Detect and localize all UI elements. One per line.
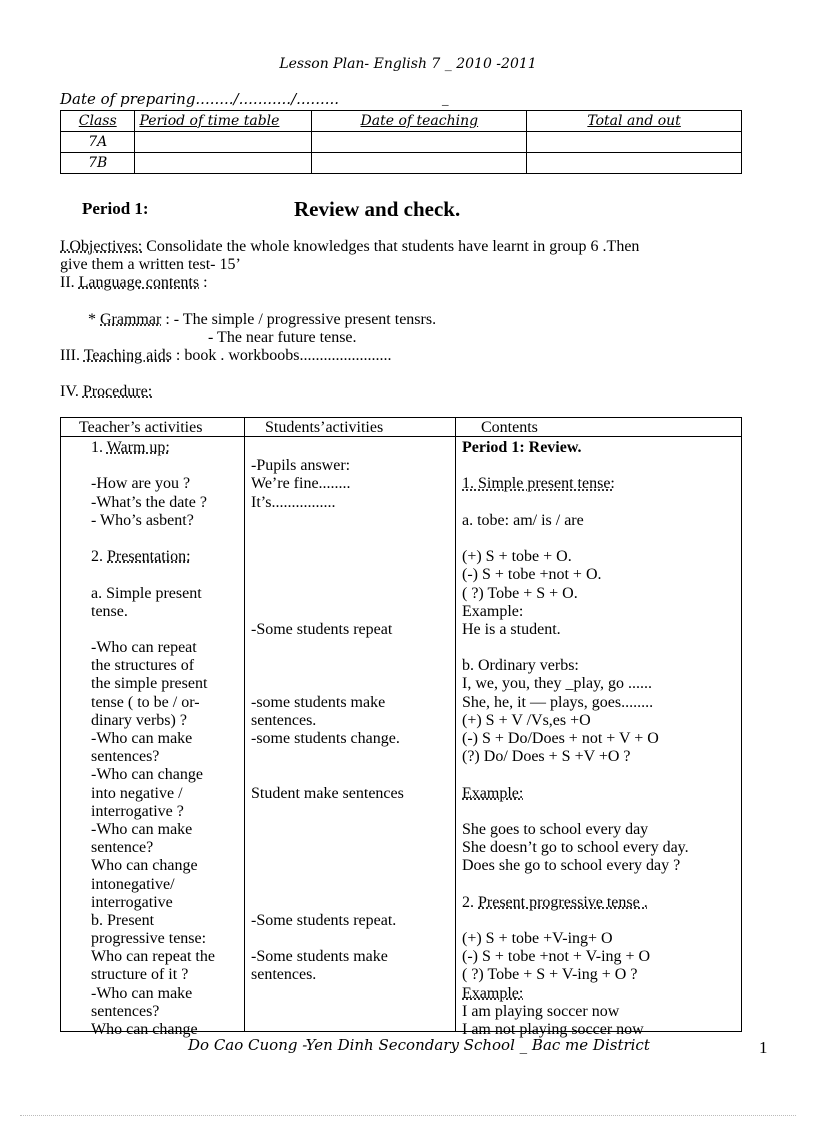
teacher-line <box>91 930 215 948</box>
student-line-text: -Some students make <box>251 948 388 966</box>
teacher-line-text: progressive tense: <box>91 930 207 948</box>
teacher-line-text: -Who can repeat <box>91 639 197 657</box>
schedule-table <box>60 110 742 174</box>
teacher-line <box>91 712 215 730</box>
students-activities-column <box>251 439 404 985</box>
content-line <box>462 803 689 821</box>
content-line <box>462 966 689 984</box>
teacher-line <box>91 785 215 803</box>
content-line <box>462 566 689 584</box>
teacher-line-text: 1. <box>91 439 107 456</box>
teacher-line-text: tense ( to be / or- <box>91 693 200 711</box>
content-line <box>462 985 689 1003</box>
content-line <box>462 821 689 839</box>
header-date: Date of teaching <box>312 111 527 132</box>
teacher-line <box>91 894 215 912</box>
teacher-line <box>91 566 215 584</box>
content-line-underlined: 1. Simple present tense: <box>462 475 615 493</box>
teacher-line-text: -Who can make <box>91 984 193 1002</box>
content-line-text: 2. <box>462 893 478 911</box>
content-line-text: (-) S + tobe +not + O. <box>462 566 602 584</box>
teacher-line <box>91 457 215 475</box>
teacher-line <box>91 948 215 966</box>
page-footer: Do Cao Cuong -Yen Dinh Secondary School _ Bac me District <box>188 1036 650 1054</box>
content-line-underlined: Example: <box>462 984 524 1002</box>
grammar-line-1 <box>88 311 436 329</box>
content-line-text: a. tobe: am/ is / are <box>462 511 584 529</box>
teacher-line <box>91 621 215 639</box>
schedule-header-row <box>61 111 742 132</box>
language-contents-prefix: II. <box>60 274 79 291</box>
teaching-aids-prefix: III. <box>60 347 84 364</box>
header-contents: Contents <box>481 419 538 436</box>
content-line <box>462 530 689 548</box>
teacher-line-text: Who can repeat the <box>91 948 215 966</box>
content-line <box>462 730 689 748</box>
objectives-text-2: give them a written test- 15’ <box>60 256 241 273</box>
student-line <box>251 566 404 584</box>
procedure-table <box>60 417 742 1038</box>
date-dash: _ <box>442 92 449 107</box>
content-line <box>462 876 689 894</box>
teacher-line <box>91 748 215 766</box>
schedule-row <box>61 153 742 174</box>
content-line <box>462 639 689 657</box>
content-line <box>462 457 689 475</box>
student-line <box>251 530 404 548</box>
student-line-text: It’s................ <box>251 493 336 511</box>
content-line <box>462 894 689 912</box>
teacher-line-text: interrogative <box>91 893 173 911</box>
header-teacher: Teacher’s activities <box>79 419 203 436</box>
student-line <box>251 748 404 766</box>
student-line <box>251 439 404 457</box>
content-line-text: I am playing soccer now <box>462 1002 620 1020</box>
content-line <box>462 657 689 675</box>
content-line <box>462 694 689 712</box>
page-number: 1 <box>759 1038 768 1057</box>
content-line <box>462 585 689 603</box>
content-line <box>462 948 689 966</box>
teacher-line <box>91 439 215 457</box>
student-line <box>251 694 404 712</box>
date-of-preparing: Date of preparing......../.........../......... <box>60 90 340 108</box>
student-line <box>251 512 404 530</box>
content-line <box>462 475 689 493</box>
teacher-line-text: -Who can make <box>91 730 193 747</box>
teacher-line <box>91 585 215 603</box>
bottom-rule <box>20 1115 796 1116</box>
content-line <box>462 439 689 457</box>
total-cell <box>527 132 742 153</box>
content-line <box>462 930 689 948</box>
total-cell <box>527 153 742 174</box>
content-line-text: Period 1: Review. <box>462 439 582 456</box>
student-line <box>251 766 404 784</box>
grammar-text-2: - The near future tense. <box>208 329 357 346</box>
student-line-text: sentences. <box>251 966 317 984</box>
content-line-text: (?) Do/ Does + S +V +O ? <box>462 748 631 766</box>
language-contents <box>60 274 208 292</box>
teacher-line <box>91 803 215 821</box>
date-cell <box>312 132 527 153</box>
teacher-line-text: Who can change <box>91 857 198 875</box>
student-line <box>251 785 404 803</box>
content-line <box>462 766 689 784</box>
date-cell <box>312 153 527 174</box>
teaching-aids <box>60 347 391 365</box>
student-line-text: Student make sentences <box>251 784 404 802</box>
student-line <box>251 948 404 966</box>
content-line <box>462 512 689 530</box>
objectives-line-1 <box>60 238 639 256</box>
student-line <box>251 912 404 930</box>
teacher-line-text: sentences? <box>91 1002 160 1020</box>
teacher-line <box>91 639 215 657</box>
teacher-line-text: a. Simple present <box>91 584 202 602</box>
student-line <box>251 639 404 657</box>
procedure <box>60 383 152 401</box>
objectives-label: I.Objectives: <box>60 238 143 255</box>
class-cell: 7A <box>61 132 135 153</box>
teaching-aids-label: Teaching aids <box>83 347 172 364</box>
student-line <box>251 603 404 621</box>
teacher-line-text: interrogative ? <box>91 802 184 820</box>
teacher-line-text: -How are you ? <box>91 475 191 493</box>
content-line-text: Example: <box>462 602 524 620</box>
teacher-line-text: 2. <box>91 548 107 566</box>
teacher-line <box>91 603 215 621</box>
teacher-line-text: tense. <box>91 602 128 620</box>
student-line <box>251 548 404 566</box>
content-line <box>462 785 689 803</box>
student-line-text: We’re fine........ <box>251 475 351 493</box>
teacher-line <box>91 1003 215 1021</box>
contents-column <box>462 439 689 1039</box>
student-line-text: -Some students repeat <box>251 620 393 638</box>
teacher-line-text: Who can change <box>91 1021 198 1038</box>
teacher-line-text: -Who can make <box>91 820 193 838</box>
content-line-text: (+) S + tobe +V-ing+ O <box>462 930 613 948</box>
teacher-line-text: sentence? <box>91 839 154 857</box>
content-line-text: b. Ordinary verbs: <box>462 657 579 675</box>
teacher-line <box>91 512 215 530</box>
content-line-text: Does she go to school every day ? <box>462 857 681 875</box>
teacher-line <box>91 857 215 875</box>
student-line <box>251 894 404 912</box>
content-line-text: She doesn’t go to school every day. <box>462 839 689 857</box>
teacher-line <box>91 912 215 930</box>
teacher-line <box>91 821 215 839</box>
student-line-text: -some students change. <box>251 730 400 747</box>
period-cell <box>135 153 312 174</box>
content-line-text: (-) S + tobe +not + V-ing + O <box>462 948 651 966</box>
teacher-line-underlined: Presentation: <box>107 548 191 566</box>
content-line-text: He is a student. <box>462 620 561 638</box>
content-line <box>462 839 689 857</box>
student-line <box>251 730 404 748</box>
teacher-line-text: dinary verbs) ? <box>91 711 187 729</box>
student-line <box>251 803 404 821</box>
header-total: Total and out <box>527 111 742 132</box>
student-line <box>251 821 404 839</box>
content-line-text: (-) S + Do/Does + not + V + O <box>462 730 659 747</box>
content-line-underlined: Example: <box>462 784 524 802</box>
teacher-line-text: structure of it ? <box>91 966 189 984</box>
student-line <box>251 657 404 675</box>
student-line <box>251 876 404 894</box>
content-line-text: ( ?) Tobe + S + V-ing + O ? <box>462 966 638 984</box>
content-line <box>462 621 689 639</box>
content-line <box>462 748 689 766</box>
teacher-activities-column <box>91 439 215 1039</box>
content-line <box>462 603 689 621</box>
schedule-row <box>61 132 742 153</box>
content-line <box>462 857 689 875</box>
content-line <box>462 494 689 512</box>
content-line <box>462 1003 689 1021</box>
content-line <box>462 548 689 566</box>
teacher-line <box>91 966 215 984</box>
content-line <box>462 712 689 730</box>
page-header: Lesson Plan- English 7 _ 2010 -2011 <box>279 56 537 72</box>
teacher-line-text: the simple present <box>91 675 208 693</box>
student-line <box>251 494 404 512</box>
grammar-prefix: * <box>88 311 100 328</box>
content-line-text: ( ?) Tobe + S + O. <box>462 584 578 602</box>
student-line <box>251 457 404 475</box>
teacher-line <box>91 694 215 712</box>
teacher-line <box>91 985 215 1003</box>
header-period: Period of time table <box>135 111 312 132</box>
teacher-line <box>91 730 215 748</box>
language-contents-label: Language contents <box>78 274 200 291</box>
procedure-label: Procedure: <box>82 383 153 400</box>
teacher-line <box>91 494 215 512</box>
column-divider <box>455 418 456 1031</box>
column-divider <box>244 418 245 1031</box>
teacher-line-text: into negative / <box>91 784 183 802</box>
teaching-aids-suffix: : book . workboobs....................... <box>171 347 392 364</box>
student-line-text: sentences. <box>251 711 317 729</box>
class-cell: 7B <box>61 153 135 174</box>
content-line <box>462 912 689 930</box>
teacher-line-text: -What’s the date ? <box>91 493 207 511</box>
period-cell <box>135 132 312 153</box>
grammar-label: Grammar <box>100 311 162 328</box>
content-line-text: She goes to school every day <box>462 820 649 838</box>
procedure-prefix: IV. <box>60 383 83 400</box>
period-label: Period 1: <box>82 199 149 218</box>
teacher-line <box>91 475 215 493</box>
student-line-text: -Pupils answer: <box>251 457 351 475</box>
content-line-text: She, he, it — plays, goes........ <box>462 693 654 711</box>
content-line-text: (+) S + V /Vs,es +O <box>462 711 591 729</box>
content-line-text: (+) S + tobe + O. <box>462 548 572 566</box>
student-line <box>251 585 404 603</box>
content-line-underlined: Present progressive tense . <box>478 893 648 911</box>
student-line <box>251 475 404 493</box>
student-line <box>251 712 404 730</box>
student-line <box>251 621 404 639</box>
teacher-line-text: sentences? <box>91 748 160 766</box>
student-line <box>251 839 404 857</box>
teacher-line-text: - Who’s asbent? <box>91 511 194 529</box>
student-line <box>251 930 404 948</box>
teacher-line <box>91 766 215 784</box>
objectives-text-1: Consolidate the whole knowledges that students have learnt in group 6 .Then <box>142 238 640 255</box>
teacher-line-text: the structures of <box>91 657 195 675</box>
teacher-line <box>91 876 215 894</box>
teacher-line <box>91 530 215 548</box>
content-line <box>462 675 689 693</box>
teacher-line <box>91 839 215 857</box>
language-contents-suffix: : <box>199 274 208 291</box>
teacher-line-text: -Who can change <box>91 766 203 784</box>
teacher-line <box>91 675 215 693</box>
student-line <box>251 857 404 875</box>
student-line-text: -Some students repeat. <box>251 911 397 929</box>
period-title: Review and check. <box>294 197 461 221</box>
content-line-text: I, we, you, they _play, go ...... <box>462 675 653 693</box>
student-line <box>251 675 404 693</box>
teacher-line <box>91 657 215 675</box>
student-line-text: -some students make <box>251 693 386 711</box>
header-students: Students’activities <box>265 419 384 436</box>
grammar-text-1: : - The simple / progressive present tensrs. <box>161 311 437 328</box>
student-line <box>251 966 404 984</box>
teacher-line-text: intonegative/ <box>91 875 175 893</box>
teacher-line-text: b. Present <box>91 911 155 929</box>
header-class: Class <box>61 111 135 132</box>
teacher-line <box>91 548 215 566</box>
content-line-text: I am not playing soccer now <box>462 1021 644 1038</box>
teacher-line-underlined: Warm up: <box>106 439 170 456</box>
